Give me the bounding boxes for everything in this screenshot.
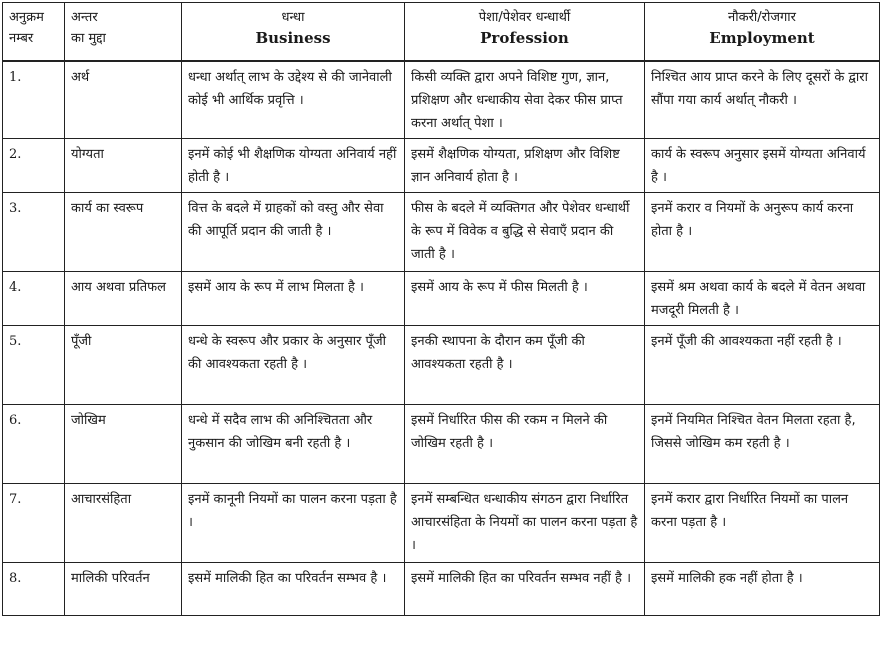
table-row xyxy=(3,325,880,404)
row-point: मालिकी परिवर्तन xyxy=(65,562,182,615)
employment-cell: इनमें पूँजी की आवश्यकता नहीं रहती है । xyxy=(645,325,880,404)
header-employment-hindi: नौकरी/रोजगार xyxy=(728,10,796,25)
profession-cell: इसमें शैक्षणिक योग्यता, प्रशिक्षण और विशिष्ट ज्ञान अनिवार्य होता है । xyxy=(405,138,645,192)
header-point-line2: का मुद्दा xyxy=(71,31,106,46)
row-number: 4. xyxy=(3,271,65,325)
table-row xyxy=(3,562,880,615)
profession-cell: इनकी स्थापना के दौरान कम पूँजी की आवश्यकता रहती है । xyxy=(405,325,645,404)
employment-cell: इसमें श्रम अथवा कार्य के बदले में वेतन अथवा मजदूरी मिलती है । xyxy=(645,271,880,325)
row-point: योग्यता xyxy=(65,138,182,192)
row-point: कार्य का स्वरूप xyxy=(65,192,182,271)
row-point: आचारसंहिता xyxy=(65,483,182,562)
table-row xyxy=(3,138,880,192)
row-number: 7. xyxy=(3,483,65,562)
header-employment-english: Employment xyxy=(709,29,815,47)
table-row xyxy=(3,404,880,483)
header-serial-line2: नम्बर xyxy=(9,31,34,46)
business-cell: इनमें कानूनी नियमों का पालन करना पड़ता है । xyxy=(182,483,405,562)
row-point: आय अथवा प्रतिफल xyxy=(65,271,182,325)
header-profession-english: Profession xyxy=(480,29,569,47)
business-cell: धन्धे में सदैव लाभ की अनिश्चितता और नुकसान की जोखिम बनी रहती है । xyxy=(182,404,405,483)
row-number: 5. xyxy=(3,325,65,404)
business-cell: इनमें कोई भी शैक्षणिक योग्यता अनिवार्य नहीं होती है । xyxy=(182,138,405,192)
business-cell: धन्धे के स्वरूप और प्रकार के अनुसार पूँजी की आवश्यकता रहती है । xyxy=(182,325,405,404)
header-difference-point xyxy=(65,3,182,61)
table-row xyxy=(3,192,880,271)
business-cell: इसमें आय के रूप में लाभ मिलता है । xyxy=(182,271,405,325)
header-employment xyxy=(645,3,880,61)
business-cell: वित्त के बदले में ग्राहकों को वस्तु और सेवा की आपूर्ति प्रदान की जाती है । xyxy=(182,192,405,271)
row-number: 6. xyxy=(3,404,65,483)
header-point-line1: अन्तर xyxy=(71,10,98,25)
business-cell: इसमें मालिकी हित का परिवर्तन सम्भव है । xyxy=(182,562,405,615)
row-point: जोखिम xyxy=(65,404,182,483)
comparison-table xyxy=(2,2,880,616)
header-business-hindi: धन्धा xyxy=(281,10,305,25)
row-point: अर्थ xyxy=(65,61,182,139)
employment-cell: इसमें मालिकी हक नहीं होता है । xyxy=(645,562,880,615)
header-profession xyxy=(405,3,645,61)
table-row xyxy=(3,483,880,562)
row-number: 2. xyxy=(3,138,65,192)
header-business xyxy=(182,3,405,61)
profession-cell: इनमें सम्बन्धित धन्धाकीय संगठन द्वारा निर्धारित आचारसंहिता के नियमों का पालन करना पड़ता है । xyxy=(405,483,645,562)
profession-cell: किसी व्यक्ति द्वारा अपने विशिष्ट गुण, ज्ञान, प्रशिक्षण और धन्धाकीय सेवा देकर फीस प्राप्त करना अर्थात् पेशा । xyxy=(405,61,645,139)
header-business-english: Business xyxy=(255,29,331,47)
table-row xyxy=(3,61,880,139)
business-cell: धन्धा अर्थात् लाभ के उद्देश्य से की जानेवाली कोई भी आर्थिक प्रवृत्ति । xyxy=(182,61,405,139)
profession-cell: इसमें आय के रूप में फीस मिलती है । xyxy=(405,271,645,325)
header-serial-number xyxy=(3,3,65,61)
profession-cell: इसमें मालिकी हित का परिवर्तन सम्भव नहीं है । xyxy=(405,562,645,615)
employment-cell: इनमें करार व नियमों के अनुरूप कार्य करना होता है । xyxy=(645,192,880,271)
profession-cell: इसमें निर्धारित फीस की रकम न मिलने की जोखिम रहती है । xyxy=(405,404,645,483)
employment-cell: इनमें नियमित निश्चित वेतन मिलता रहता है, जिससे जोखिम कम रहती है । xyxy=(645,404,880,483)
employment-cell: इनमें करार द्वारा निर्धारित नियमों का पालन करना पड़ता है । xyxy=(645,483,880,562)
profession-cell: फीस के बदले में व्यक्तिगत और पेशेवर धन्धार्थी के रूप में विवेक व बुद्धि से सेवाएँ प्रदान की जाती है । xyxy=(405,192,645,271)
row-number: 8. xyxy=(3,562,65,615)
employment-cell: निश्चित आय प्राप्त करने के लिए दूसरों के द्वारा सौंपा गया कार्य अर्थात् नौकरी । xyxy=(645,61,880,139)
table-header-row xyxy=(3,3,880,61)
row-number: 3. xyxy=(3,192,65,271)
table-row xyxy=(3,271,880,325)
header-serial-line1: अनुक्रम xyxy=(9,10,44,25)
row-number: 1. xyxy=(3,61,65,139)
header-profession-hindi: पेशा/पेशेवर धन्धार्थी xyxy=(478,10,571,25)
row-point: पूँजी xyxy=(65,325,182,404)
employment-cell: कार्य के स्वरूप अनुसार इसमें योग्यता अनिवार्य है । xyxy=(645,138,880,192)
